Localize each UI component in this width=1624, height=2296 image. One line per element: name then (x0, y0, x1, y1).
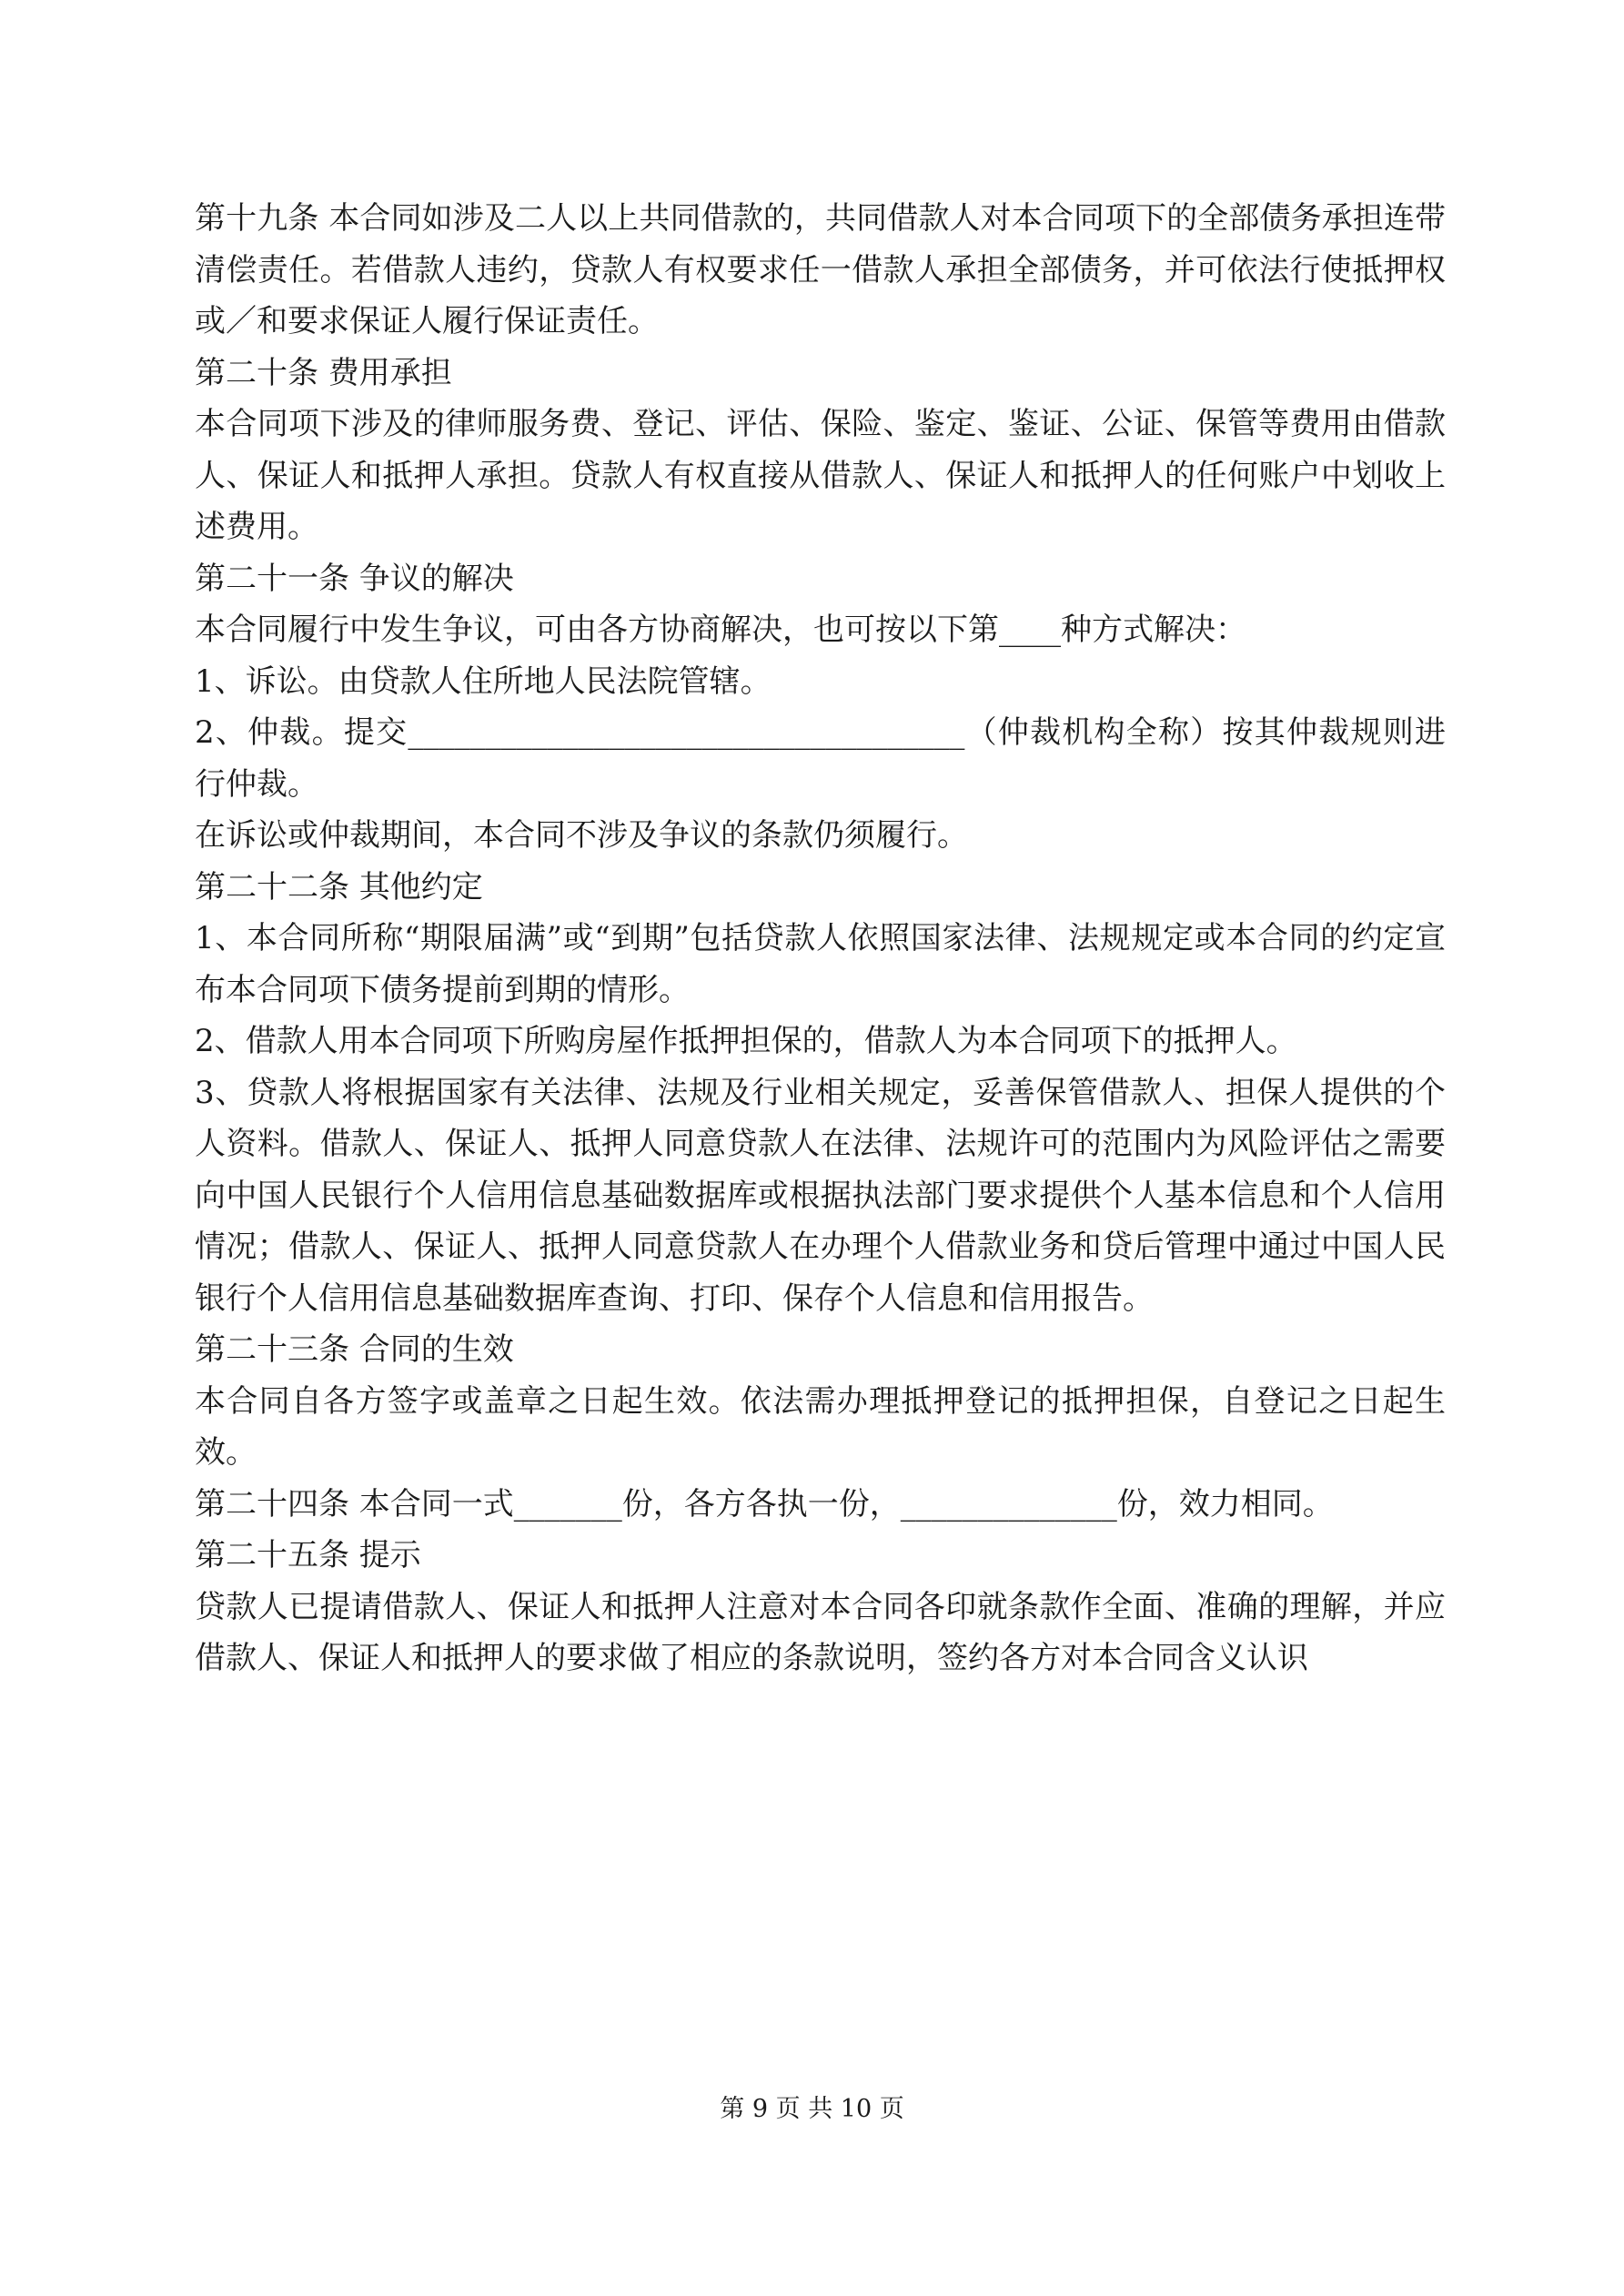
article-25-heading: 第二十五条 提示 (195, 1537, 421, 1573)
article-20-text: 本合同项下涉及的律师服务费、登记、评估、保险、鉴定、鉴证、公证、保管等费用由借款人、保证人和抵押人承担。贷款人有权直接从借款人、保证人和抵押人的任何账户中划收上述费用。 (195, 406, 1446, 545)
article-24-text: 第二十四条 本合同一式_______份，各方各执一份，______________份，效力相同。 (195, 1485, 1334, 1522)
article-21-heading: 第二十一条 争议的解决 (195, 560, 514, 597)
article-21-intro: 本合同履行中发生争议，可由各方协商解决，也可按以下第____种方式解决： (195, 612, 1246, 648)
article-19-text: 第十九条 本合同如涉及二人以上共同借款的，共同借款人对本合同项下的全部债务承担连带清偿责任。若借款人违约，贷款人有权要求任一借款人承担全部债务，并可依法行使抵押权或／和要求保证人履行保证责任。 (195, 200, 1446, 339)
page-number-footer: 第 9 页 共 10 页 (720, 2095, 904, 2123)
article-20-heading: 第二十条 费用承担 (195, 354, 452, 391)
article-25-text: 贷款人已提请借款人、保证人和抵押人注意对本合同各印就条款作全面、准确的理解，并应借款人、保证人和抵押人的要求做了相应的条款说明，签约各方对本合同含义认识 (195, 1588, 1446, 1676)
article-22-item-1: 1、本合同所称“期限届满”或“到期”包括贷款人依照国家法律、法规规定或本合同的约定宣布本合同项下债务提前到期的情形。 (195, 920, 1446, 1008)
article-23-text: 本合同自各方签字或盖章之日起生效。依法需办理抵押登记的抵押担保，自登记之日起生效。 (195, 1382, 1446, 1471)
article-21-item-2: 2、仲裁。提交____________________________________（仲裁机构全称）按其仲裁规则进行仲裁。 (195, 714, 1446, 803)
document-body (195, 193, 1446, 1684)
article-21-item-1: 1、诉讼。由贷款人住所地人民法院管辖。 (195, 663, 772, 700)
article-22-heading: 第二十二条 其他约定 (195, 868, 483, 905)
article-22-item-3: 3、贷款人将根据国家有关法律、法规及行业相关规定，妥善保管借款人、担保人提供的个人资料。借款人、保证人、抵押人同意贷款人在法律、法规许可的范围内为风险评估之需要向中国人民银行个人信用信息基础数据库或根据执法部门要求提供个人基本信息和个人信用情况；借款人、保证人、抵押人同意贷款人在办理个人借款业务和贷后管理中通过中国人民银行个人信用信息基础数据库查询、打印、保存个人信息和信用报告。 (195, 1074, 1446, 1317)
article-23-heading: 第二十三条 合同的生效 (195, 1331, 514, 1368)
article-21-note: 在诉讼或仲裁期间，本合同不涉及争议的条款仍须履行。 (195, 817, 968, 854)
article-22-item-2: 2、借款人用本合同项下所购房屋作抵押担保的，借款人为本合同项下的抵押人。 (195, 1023, 1297, 1059)
